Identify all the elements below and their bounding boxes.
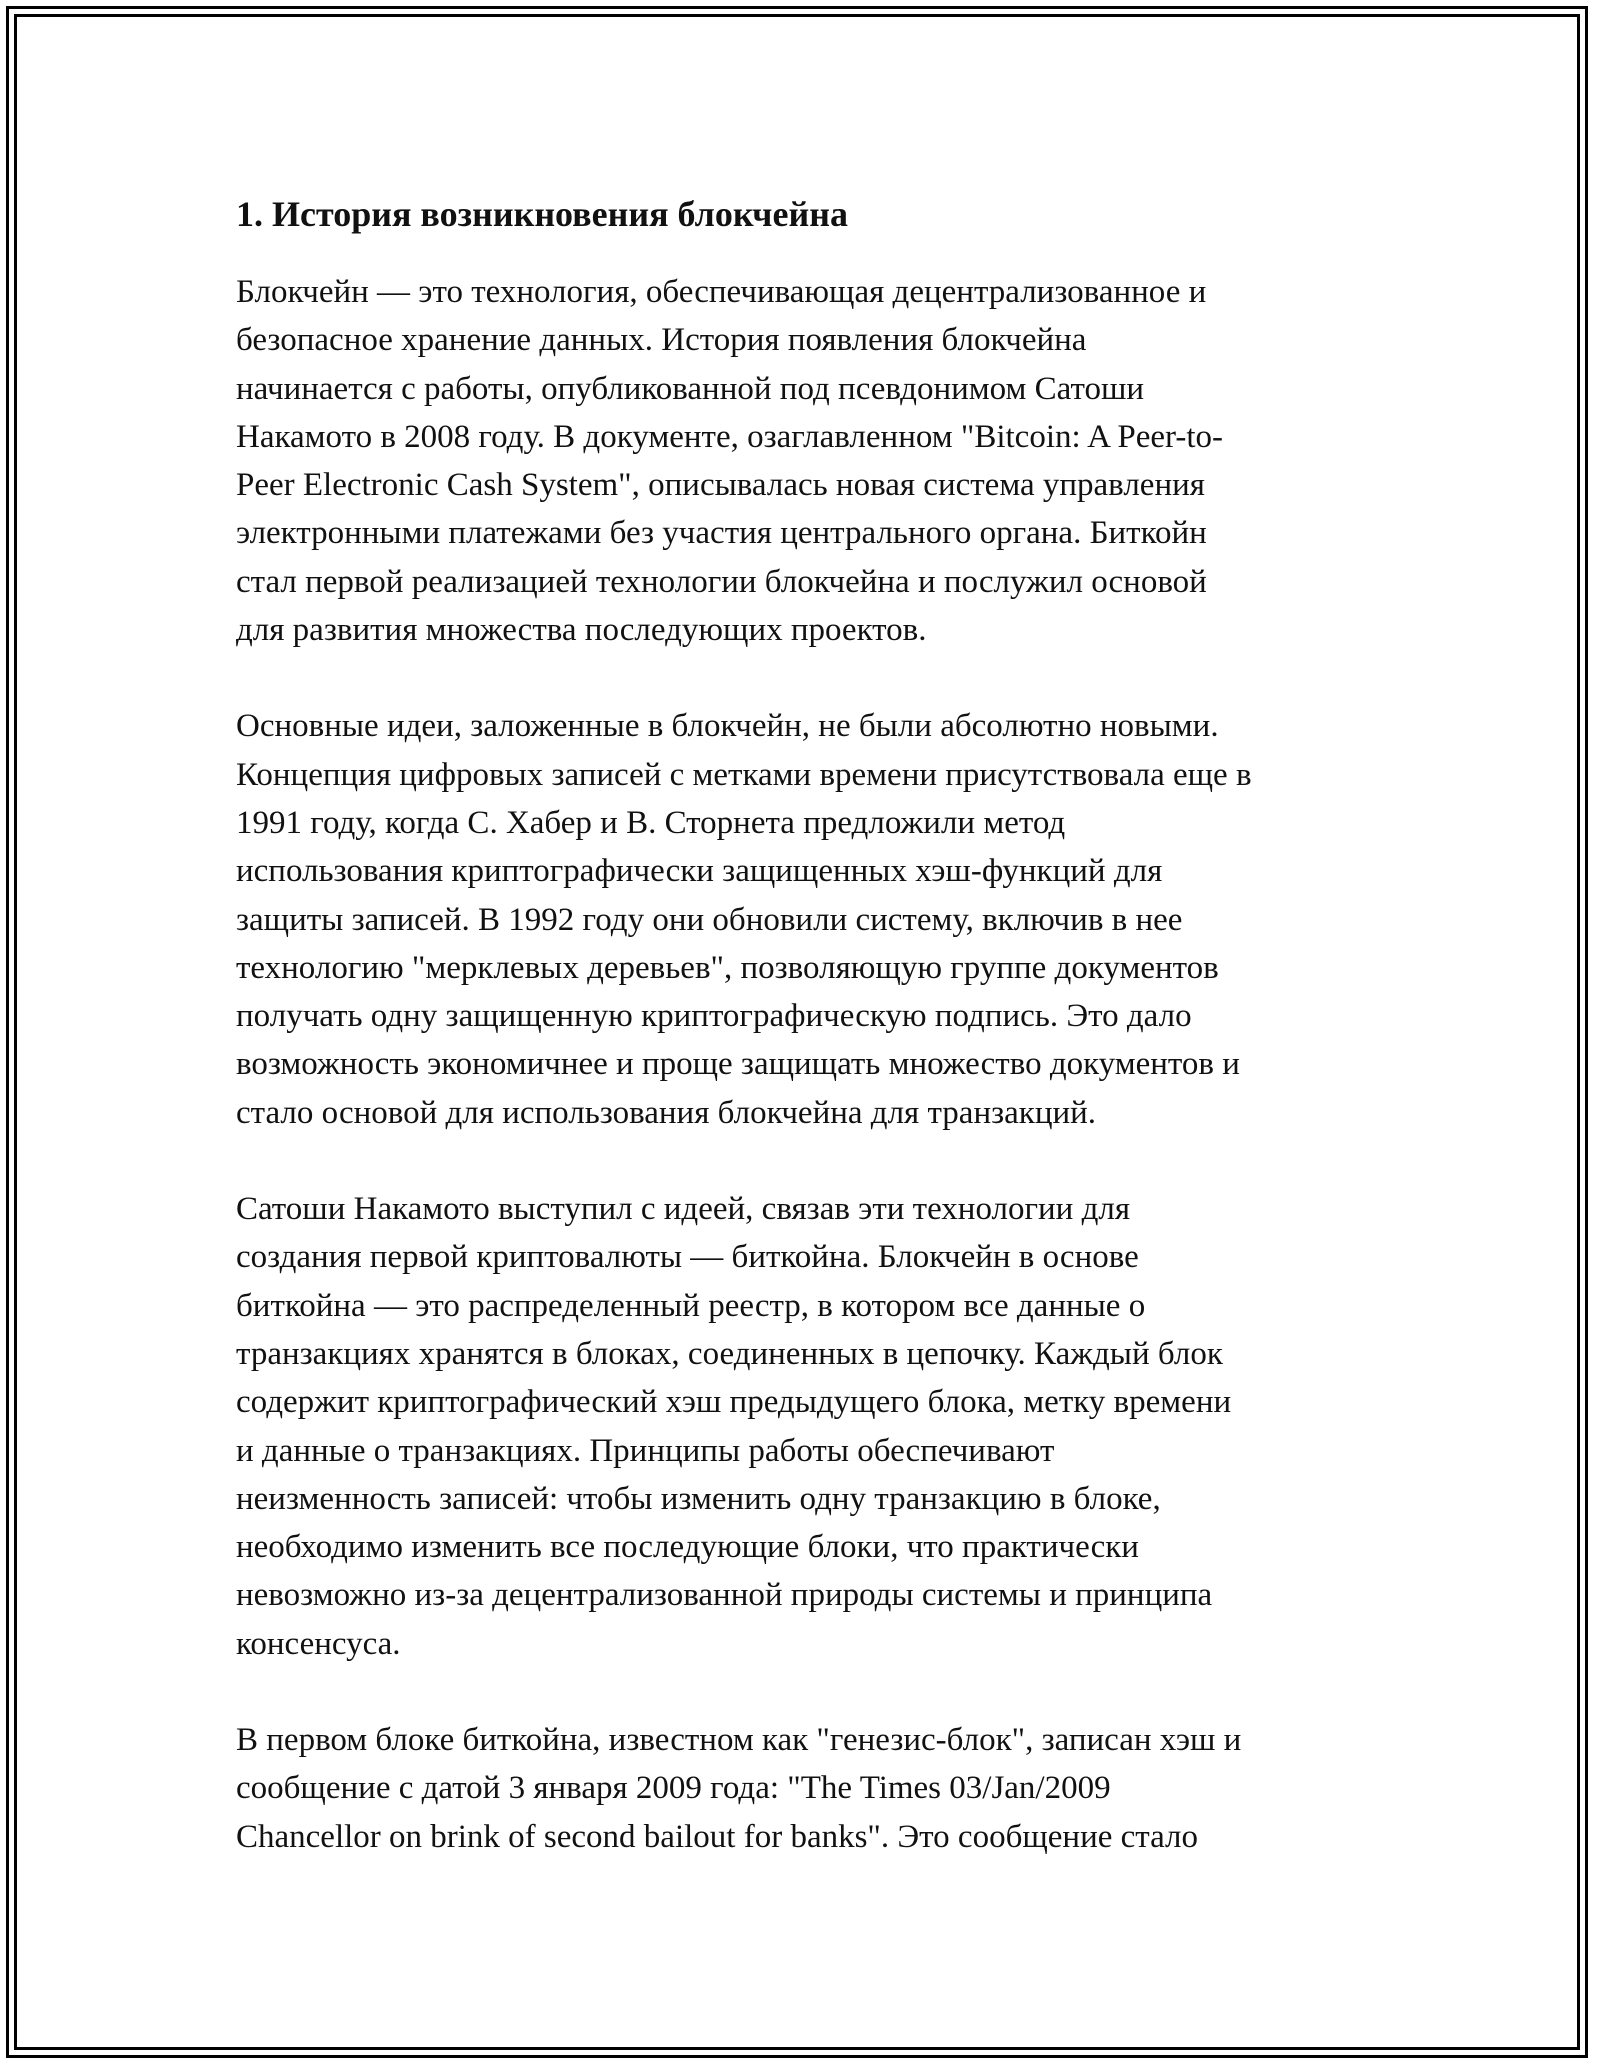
- paragraph-2: [236, 702, 1376, 1137]
- paragraph-line: Основные идеи, заложенные в блокчейн, не были абсолютно новыми.: [236, 708, 1219, 745]
- document-body: [236, 182, 1376, 1909]
- paragraph-line: Накамото в 2008 году. В документе, озаглавленном "Bitcoin: A Peer-to-: [236, 418, 1223, 455]
- paragraph-4: [236, 1716, 1376, 1861]
- paragraph-line: В первом блоке биткойна, известном как "генезис-блок", записан хэш и: [236, 1722, 1242, 1759]
- paragraph-line: 1991 году, когда С. Хабер и В. Сторнета предложили метод: [236, 804, 1066, 841]
- paragraph-3: [236, 1185, 1376, 1668]
- paragraph-line: использования криптографически защищенных хэш-функций для: [236, 853, 1163, 890]
- paragraph-line: электронными платежами без участия центрального органа. Биткойн: [236, 515, 1207, 552]
- paragraph-1: [236, 268, 1376, 654]
- paragraph-line: Peer Electronic Cash System", описывалась новая система управления: [236, 467, 1205, 504]
- paragraph-line: технологию "мерклевых деревьев", позволяющую группе документов: [236, 949, 1219, 986]
- paragraph-line: получать одну защищенную криптографическую подпись. Это дало: [236, 998, 1192, 1035]
- paragraph-line: транзакциях хранятся в блоках, соединенных в цепочку. Каждый блок: [236, 1335, 1223, 1372]
- paragraph-line: начинается с работы, опубликованной под псевдонимом Сатоши: [236, 370, 1145, 407]
- paragraph-line: Блокчейн — это технология, обеспечивающая децентрализованное и: [236, 274, 1207, 310]
- paragraph-line: возможность экономичнее и проще защищать множество документов и: [236, 1046, 1240, 1083]
- paragraph-line: создания первой криптовалюты — биткойна. Блокчейн в основе: [236, 1239, 1139, 1276]
- paragraph-line: сообщение с датой 3 января 2009 года: "The Times 03/Jan/2009: [236, 1770, 1111, 1807]
- paragraph-line: стало основой для использования блокчейна для транзакций.: [236, 1094, 1097, 1131]
- paragraph-line: и данные о транзакциях. Принципы работы обеспечивают: [236, 1432, 1055, 1469]
- paragraph-line: неизменность записей: чтобы изменить одну транзакцию в блоке,: [236, 1480, 1161, 1517]
- paragraph-line: для развития множества последующих проектов.: [236, 612, 927, 649]
- paragraph-line: защиты записей. В 1992 году они обновили систему, включив в нее: [236, 901, 1183, 938]
- paragraph-line: Концепция цифровых записей с метками времени присутствовала еще в: [236, 756, 1252, 793]
- paragraph-line: стал первой реализацией технологии блокчейна и послужил основой: [236, 563, 1207, 600]
- paragraph-line: консенсуса.: [236, 1625, 401, 1662]
- paragraph-line: безопасное хранение данных. История появления блокчейна: [236, 322, 1087, 359]
- paragraph-line: невозможно из-за децентрализованной природы системы и принципа: [236, 1577, 1213, 1614]
- paragraph-line: необходимо изменить все последующие блоки, что практически: [236, 1529, 1139, 1566]
- paragraph-line: содержит криптографический хэш предыдущего блока, метку времени: [236, 1384, 1232, 1421]
- section-heading: 1. История возникновения блокчейна: [236, 194, 848, 234]
- paragraph-line: Chancellor on brink of second bailout for banks". Это сообщение стало: [236, 1818, 1199, 1855]
- paragraph-line: биткойна — это распределенный реестр, в котором все данные о: [236, 1287, 1146, 1324]
- paragraph-line: Сатоши Накамото выступил с идеей, связав эти технологии для: [236, 1191, 1131, 1228]
